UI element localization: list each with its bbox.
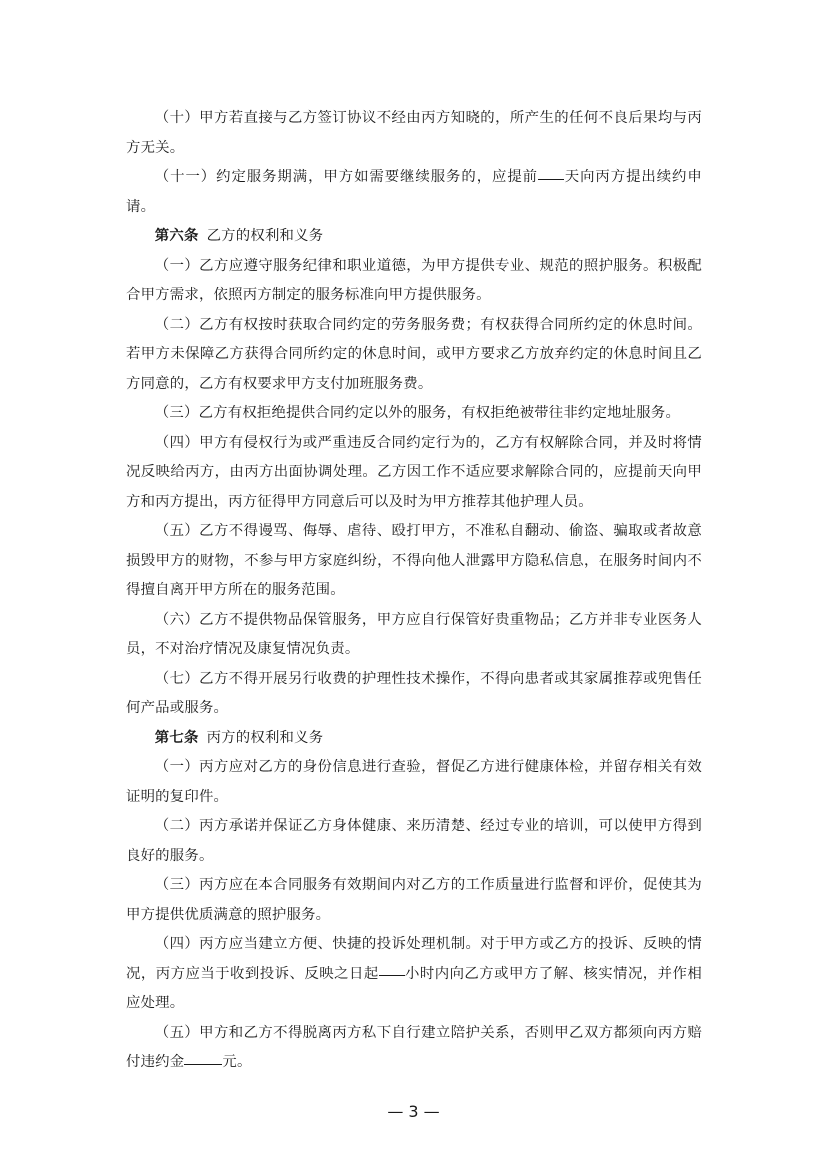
contract-body [126,104,702,1078]
article-7-heading [126,724,702,754]
clause-11-after: 天向丙方提出续约申请。 [126,169,702,215]
response-hours-blank [379,960,405,977]
article-6-clause-3: （三）乙方有权拒绝提供合同约定以外的服务，有权拒绝被带往非约定地址服务。 [154,405,681,421]
renewal-days-blank [538,163,564,180]
article-7-clause-2: （二）丙方承诺并保证乙方身体健康、来历清楚、经过专业的培训，可以使甲方得到良好的服务。 [126,818,702,864]
article-7-clause-5 [126,1019,702,1078]
article-6-clause-6: （六）乙方不提供物品保管服务，甲方应自行保管好贵重物品；乙方并非专业医务人员，不对治疗情况及康复情况负责。 [126,611,702,657]
clause-11 [126,163,702,222]
article-7-clause-4-after: 小时内向乙方或甲方了解、核实情况，并作相应处理。 [126,965,702,1011]
article-6-number: 第六条 [154,228,199,244]
article-7-clause-5-after: 元。 [222,1054,252,1070]
clause-10: （十）甲方若直接与乙方签订协议不经由丙方知晓的，所产生的任何不良后果均与丙方无关。 [126,110,702,156]
article-7-clause-4-before: （四）丙方应当建立方便、快捷的投诉处理机制。对于甲方或乙方的投诉、反映的情况，丙方应当于收到投诉、反映之日起 [126,936,702,982]
page-number: — 3 — [387,1102,440,1121]
article-6-clause-4: （四）甲方有侵权行为或严重违反合同约定行为的，乙方有权解除合同，并及时将情况反映给丙方，由丙方出面协调处理。乙方因工作不适应要求解除合同的，应提前天向甲方和丙方提出，丙方征得甲方同意后可以及时为甲方推荐其他护理人员。 [126,434,702,510]
article-7-title: 丙方的权利和义务 [206,729,324,746]
article-6-clause-7: （七）乙方不得开展另行收费的护理性技术操作，不得向患者或其家属推荐或兜售任何产品或服务。 [126,670,702,716]
article-6-clause-1: （一）乙方应遵守服务纪律和职业道德，为甲方提供专业、规范的照护服务。积极配合甲方需求，依照丙方制定的服务标准向甲方提供服务。 [126,257,702,303]
article-7-clause-4 [126,930,702,1019]
clause-11-before: （十一）约定服务期满，甲方如需要继续服务的，应提前 [154,169,539,185]
article-7-clause-5-before: （五）甲方和乙方不得脱离丙方私下自行建立陪护关系，否则甲乙双方都须向丙方赔付违约金 [126,1024,702,1070]
article-7-clause-1: （一）丙方应对乙方的身份信息进行查验，督促乙方进行健康体检，并留存相关有效证明的复印件。 [126,759,702,805]
article-7-clause-3: （三）丙方应在本合同服务有效期间内对乙方的工作质量进行监督和评价，促使其为甲方提供优质满意的照护服务。 [126,877,702,923]
article-6-heading [126,222,702,252]
article-6-title: 乙方的权利和义务 [206,228,324,244]
article-6-clause-5: （五）乙方不得谩骂、侮辱、虐待、殴打甲方，不准私自翻动、偷盗、骗取或者故意损毁甲方的财物，不参与甲方家庭纠纷，不得向他人泄露甲方隐私信息，在服务时间内不得擅自离开甲方所在的服务范围。 [126,523,702,598]
penalty-amount-blank [184,1048,222,1065]
article-7-number: 第七条 [154,729,199,746]
article-6-clause-2: （二）乙方有权按时获取合同约定的劳务服务费；有权获得合同所约定的休息时间。若甲方未保障乙方获得合同所约定的休息时间，或甲方要求乙方放弃约定的休息时间且乙方同意的，乙方有权要求甲方支付加班服务费。 [126,316,702,392]
